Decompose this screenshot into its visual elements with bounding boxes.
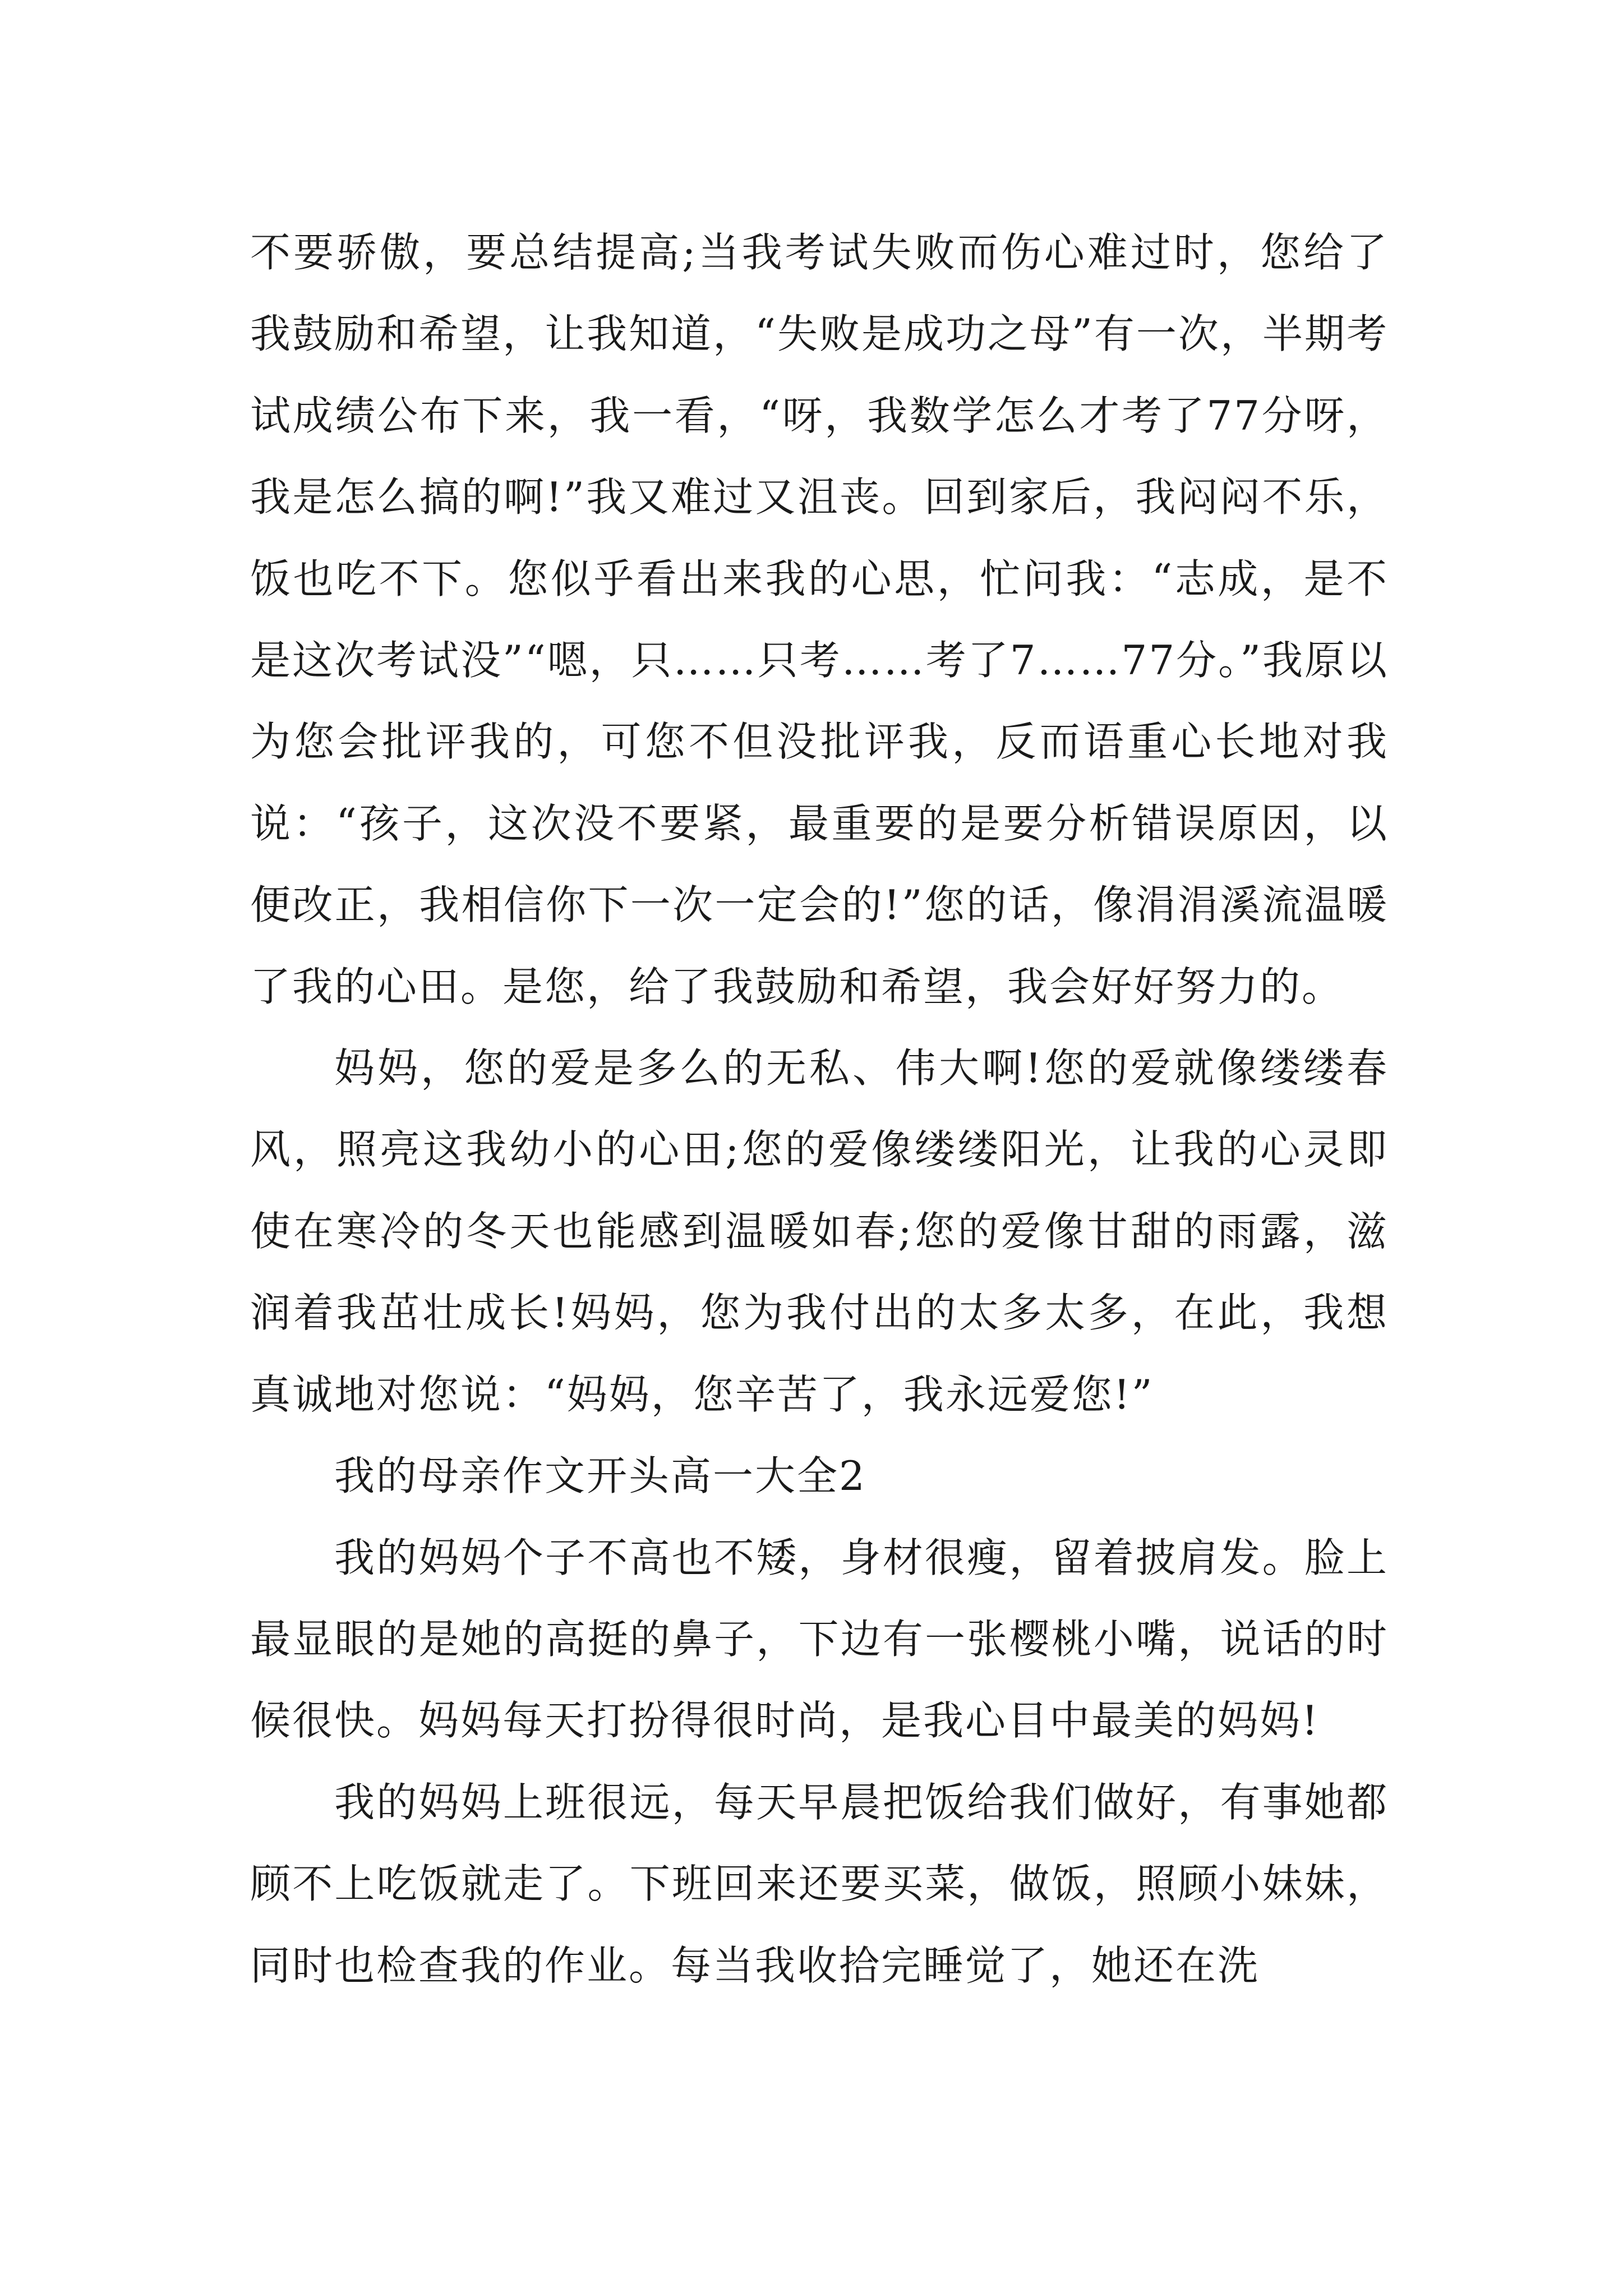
paragraph-1: 不要骄傲，要总结提高;当我考试失败而伤心难过时，您给了我鼓励和希望，让我知道，“失败是成功之母”有一次，半期考试成绩公布下来，我一看，“呀，我数学怎么才考了77分呀，我是怎么搞的啊!”我又难过又沮丧。回到家后，我闷闷不乐，饭也吃不下。您似乎看出来我的心思，忙问我：“志成，是不是这次考试没”“嗯，只……只考……考了7……77分。”我原以为您会批评我的，可您不但没批评我，反而语重心长地对我说：“孩子，这次没不要紧，最重要的是要分析错误原因，以便改正，我相信你下一次一定会的!”您的话，像涓涓溪流温暖了我的心田。是您，给了我鼓励和希望，我会好好努力的。 <box>250 229 1389 1010</box>
section-heading: 我的母亲作文开头高一大全2 <box>334 1452 866 1500</box>
paragraph-3: 我的妈妈个子不高也不矮，身材很瘦，留着披肩发。脸上最显眼的是她的高挺的鼻子，下边有一张樱桃小嘴，说话的时候很快。妈妈每天打扮得很时尚，是我心目中最美的妈妈! <box>250 1534 1389 1745</box>
paragraph-4: 我的妈妈上班很远，每天早晨把饭给我们做好，有事她都顾不上吃饭就走了。下班回来还要买菜，做饭，照顾小妹妹，同时也检查我的作业。每当我收拾完睡觉了，她还在洗 <box>250 1778 1389 1989</box>
document-body <box>250 212 1389 2007</box>
paragraph-2: 妈妈，您的爱是多么的无私、伟大啊!您的爱就像缕缕春风，照亮这我幼小的心田;您的爱像缕缕阳光，让我的心灵即使在寒冷的冬天也能感到温暖如春;您的爱像甘甜的雨露，滋润着我茁壮成长!妈妈，您为我付出的太多太多，在此，我想真诚地对您说：“妈妈，您辛苦了，我永远爱您!” <box>250 1045 1389 1418</box>
